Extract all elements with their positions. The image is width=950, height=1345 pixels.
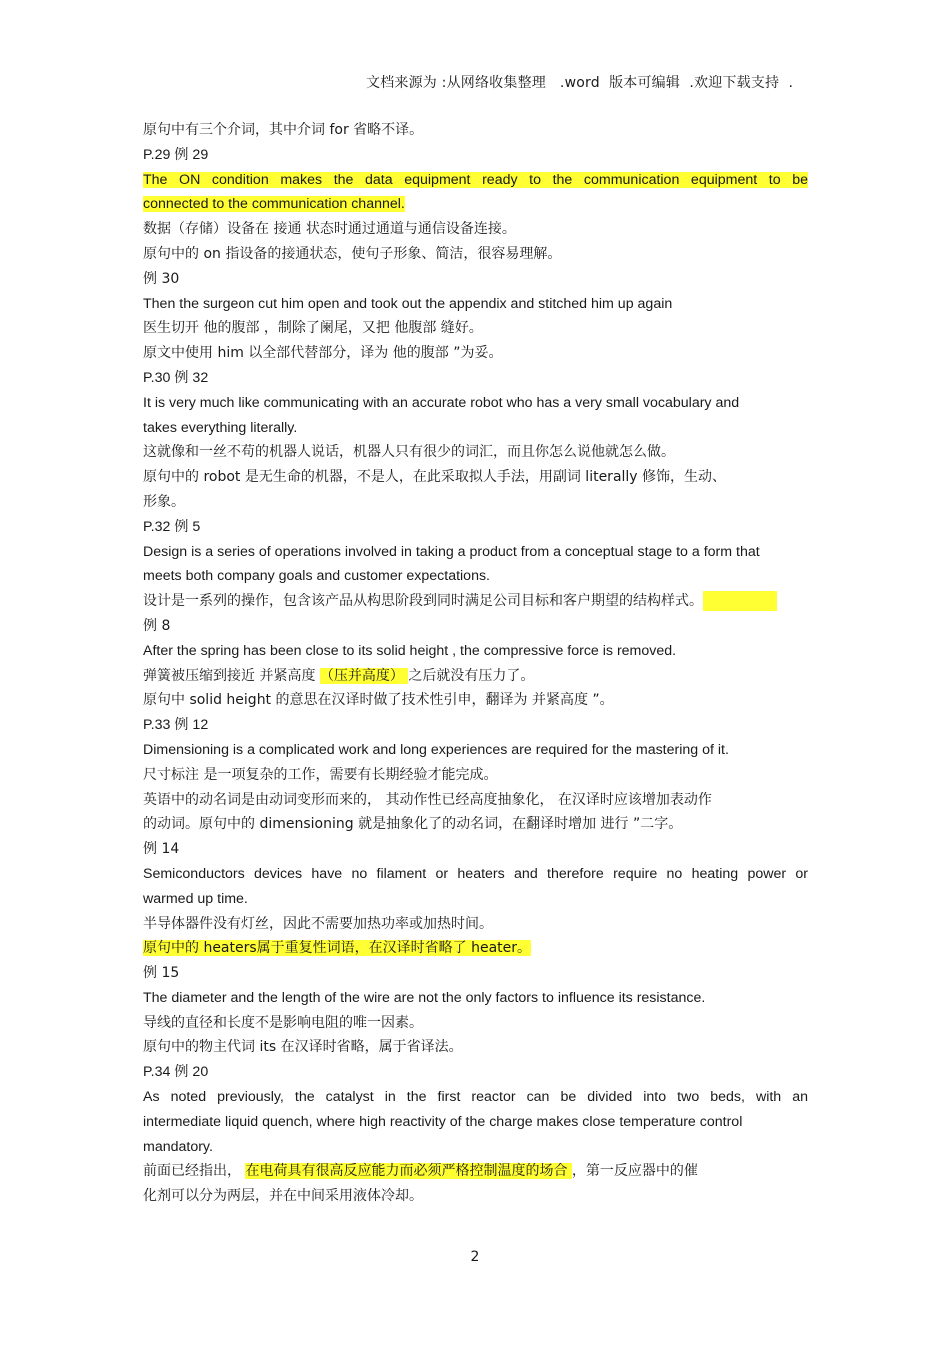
text-line: 导线的直径和长度不是影响电阻的唯一因素。 <box>143 1014 423 1031</box>
highlight: The ON condition makes the data equipment ready to the communication equipment to be <box>143 171 808 188</box>
highlighted-text-line <box>143 192 808 217</box>
text-line: 医生切开 他的腹部 ，制除了阑尾，又把 他腹部 缝好。 <box>143 320 483 337</box>
text-line: As noted previously, the catalyst in the first reactor can be divided into two beds, with an <box>143 1089 808 1106</box>
example-heading: P.32 例 5 <box>143 518 201 535</box>
text-line: 这就像和一丝不苟的机器人说话，机器人只有很少的词汇，而且你怎么说他就怎么做。 <box>143 444 675 461</box>
text-line <box>143 589 808 614</box>
text-line: 尺寸标注 是一项复杂的工作，需要有长期经验才能完成。 <box>143 766 498 783</box>
text-line: meets both company goals and customer expectations. <box>143 568 490 585</box>
line-text: 前面已经指出， <box>143 1163 246 1180</box>
highlight <box>703 591 777 611</box>
text-line: Dimensioning is a complicated work and long experiences are required for the mastering of it. <box>143 741 729 758</box>
line-text: ，第一反应器中的催 <box>571 1163 698 1180</box>
highlighted-text-line <box>143 168 808 193</box>
line-text: 之后就没有压力了。 <box>408 667 535 684</box>
text-line: 原句中有三个介词，其中介词 for 省略不译。 <box>143 122 424 138</box>
text-line: Semiconductors devices have no filament or heaters and therefore require no heating power or <box>143 865 808 882</box>
page-header: 文档来源为 :从网络收集整理 .word 版本可编辑 .欢迎下载支持 . <box>366 75 794 91</box>
highlight: 在电荷具有很高反应能力而必须严格控制温度的场合 <box>245 1163 572 1180</box>
text-line: 原句中的 on 指设备的接通状态，使句子形象、简洁，很容易理解。 <box>143 245 562 262</box>
text-line: 英语中的动名词是由动词变形而来的， 其动作性已经高度抽象化， 在汉译时应该增加表动作 <box>143 791 712 808</box>
page-content <box>143 118 808 1209</box>
text-line: 半导体器件没有灯丝，因此不需要加热功率或加热时间。 <box>143 915 493 932</box>
example-heading: P.30 例 32 <box>143 369 209 386</box>
text-line: takes everything literally. <box>143 419 298 436</box>
text-line <box>143 664 808 689</box>
text-line: After the spring has been close to its solid height , the compressive force is removed. <box>143 642 677 659</box>
text-line: The diameter and the length of the wire are not the only factors to influence its resistance. <box>143 989 706 1006</box>
text-line: Then the surgeon cut him open and took out the appendix and stitched him up again <box>143 295 673 312</box>
line-text: 设计是一系列的操作，包含该产品从构思阶段到同时满足公司目标和客户期望的结构样式。 <box>143 593 703 610</box>
text-line: 原文中使用 him 以全部代替部分，译为 他的腹部 ”为妥。 <box>143 345 503 362</box>
page-number: 2 <box>470 1249 480 1265</box>
text-line: It is very much like communicating with an accurate robot who has a very small vocabulary and <box>143 394 740 411</box>
example-heading: P.33 例 12 <box>143 717 209 734</box>
text-line: intermediate liquid quench, where high reactivity of the charge makes close temperature control <box>143 1113 743 1130</box>
example-heading: P.34 例 20 <box>143 1064 209 1081</box>
example-heading: 例 8 <box>143 617 171 634</box>
example-heading: 例 14 <box>143 841 180 858</box>
example-heading: 例 15 <box>143 965 180 982</box>
highlight: connected to the communication channel. <box>143 196 405 213</box>
example-heading: P.29 例 29 <box>143 146 209 163</box>
text-line: mandatory. <box>143 1138 213 1155</box>
text-line <box>143 1159 808 1184</box>
highlight: 原句中的 heaters属于重复性词语，在汉译时省略了 heater。 <box>143 940 532 957</box>
line-text: 弹簧被压缩到接近 并紧高度 <box>143 667 320 684</box>
highlighted-text-line <box>143 936 808 961</box>
text-line: 形象。 <box>143 493 185 510</box>
highlight: （压并高度） <box>319 667 409 684</box>
text-line: 数据（存储）设备在 接通 状态时通过通道与通信设备连接。 <box>143 221 516 238</box>
text-line: Design is a series of operations involved in taking a product from a conceptual stage to a form that <box>143 543 760 560</box>
text-line: 的动词。原句中的 dimensioning 就是抽象化了的动名词，在翻译时增加 进行 ”二字。 <box>143 816 683 833</box>
text-line: 化剂可以分为两层，并在中间采用液体冷却。 <box>143 1188 423 1205</box>
text-line: warmed up time. <box>143 890 248 907</box>
example-heading: 例 30 <box>143 270 180 287</box>
text-line: 原句中的 robot 是无生命的机器，不是人，在此采取拟人手法，用副词 literally 修饰，生动、 <box>143 469 727 486</box>
text-line: 原句中的物主代词 its 在汉译时省略，属于省译法。 <box>143 1039 463 1056</box>
text-line: 原句中 solid height 的意思在汉译时做了技术性引申，翻译为 并紧高度 ”。 <box>143 692 614 709</box>
